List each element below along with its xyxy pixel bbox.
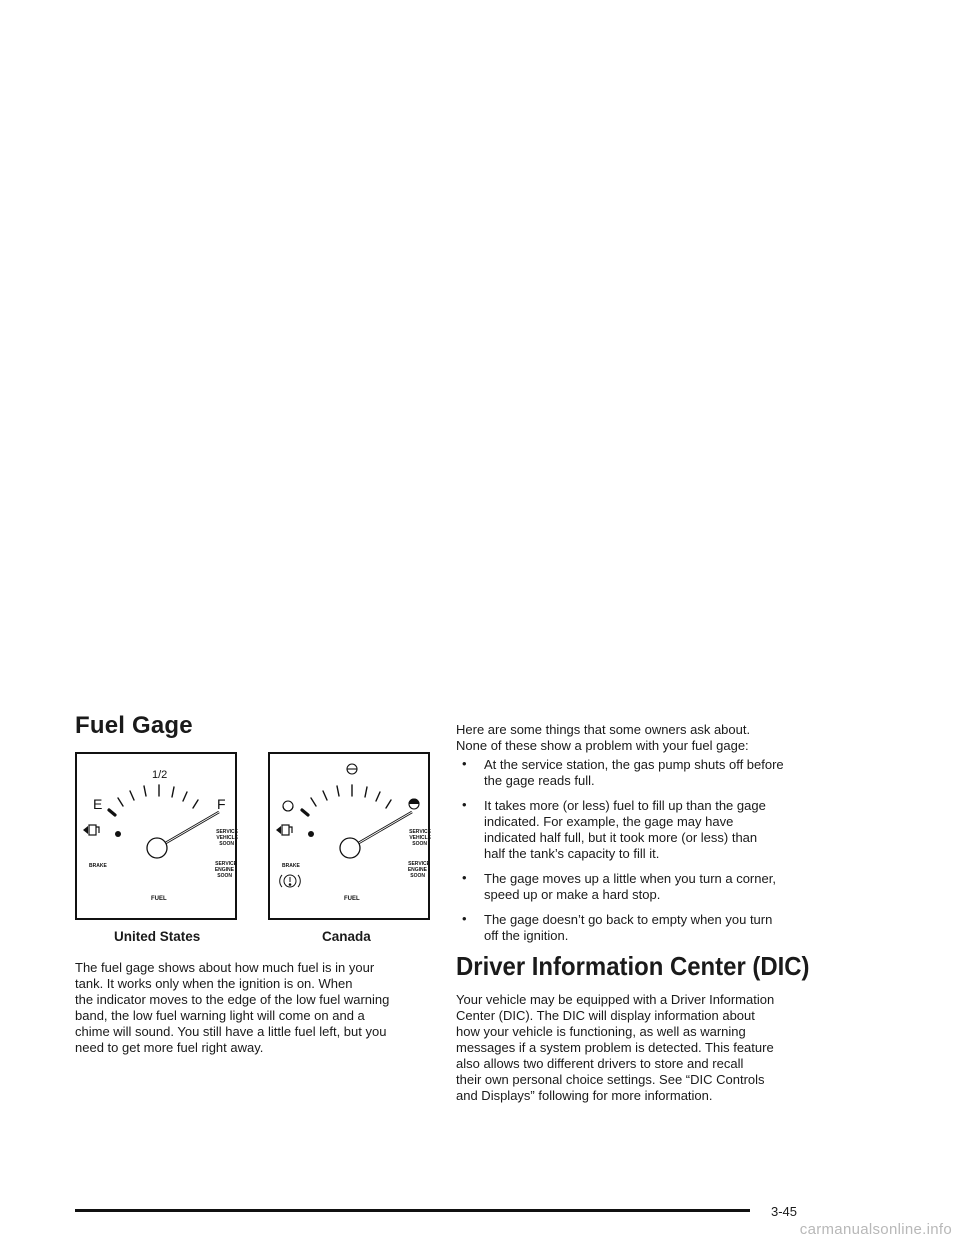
gauge-tick-marks [109, 785, 198, 815]
fuel-gauge-us-illustration [77, 754, 238, 918]
empty-symbol-icon [283, 801, 293, 811]
fuel-label: FUEL [151, 896, 167, 902]
service-engine-soon-label: SERVICE ENGINE SOON [214, 861, 237, 879]
low-fuel-dot [115, 831, 121, 837]
fuel-pump-icon [276, 825, 292, 835]
gauge-half-label: 1/2 [152, 769, 168, 781]
gauge-full-label: F [217, 796, 226, 812]
section-title: Fuel Gage [75, 712, 193, 739]
bullet-icon: • [462, 911, 467, 926]
half-symbol-icon [347, 764, 357, 774]
brake-label: BRAKE [89, 863, 107, 869]
fuel-label: FUEL [344, 896, 360, 902]
fuel-gage-figure [75, 752, 432, 922]
gauge-tick-marks [302, 785, 391, 815]
list-item: • At the service station, the gas pump shuts off before the gage reads full. [462, 756, 784, 788]
gauge-empty-label: E [93, 796, 103, 812]
list-item: • The gage moves up a little when you turn a corner, speed up or make a hard stop. [462, 870, 776, 902]
low-fuel-dot [308, 831, 314, 837]
gauge-hub [147, 838, 167, 858]
bullet-icon: • [462, 797, 467, 812]
gauge-hub [340, 838, 360, 858]
brake-warning-icon [280, 875, 301, 887]
gauge-canada [268, 752, 430, 920]
list-item: • It takes more (or less) fuel to fill up than the gage indicated. For example, the gage may have indicated half full, but it took more (or less) than half the tank’s capacity to fill it. [462, 797, 766, 861]
bullet-icon: • [462, 756, 467, 771]
fuel-gauge-canada-illustration [270, 754, 431, 918]
owner-questions-list [456, 757, 826, 953]
dic-paragraph: Your vehicle may be equipped with a Driver Information Center (DIC). The DIC will display information about how your vehicle is functioning, as well as warning messages if a system problem is detected. This feature also allows two different drivers to store and recall their own personal choice settings. See “DIC Controls and Displays” following for more information. [456, 992, 775, 1103]
fuel-gage-paragraph: The fuel gage shows about how much fuel is in your tank. It works only when the ignition is on. When the indicator moves to the edge of the low fuel warning band, the low fuel warning light will come on and a chime will sound. You still have a little fuel left, but you need to get more fuel right away. [75, 960, 390, 1055]
dic-title: Driver Information Center (DIC) [456, 951, 810, 981]
caption-canada: Canada [322, 929, 371, 944]
service-vehicle-soon-label: SERVICE VEHICLE SOON [216, 829, 238, 847]
fuel-pump-icon [83, 825, 99, 835]
brake-label: BRAKE [282, 863, 300, 869]
service-vehicle-soon-label: SERVICE VEHICLE SOON [409, 829, 431, 847]
caption-united-states: United States [114, 929, 201, 944]
full-symbol-icon [409, 799, 419, 809]
gauge-united-states [75, 752, 237, 920]
footer-rule [75, 1209, 750, 1212]
list-item: • The gage doesn’t go back to empty when you turn off the ignition. [462, 911, 773, 943]
bullet-icon: • [462, 870, 467, 885]
owner-questions-intro: Here are some things that some owners ask about. None of these show a problem with your fuel gage: [456, 722, 751, 753]
watermark-text: carmanualsonline.info [799, 1221, 952, 1238]
page-number: 3-45 [771, 1204, 798, 1219]
service-engine-soon-label: SERVICE ENGINE SOON [407, 861, 430, 879]
